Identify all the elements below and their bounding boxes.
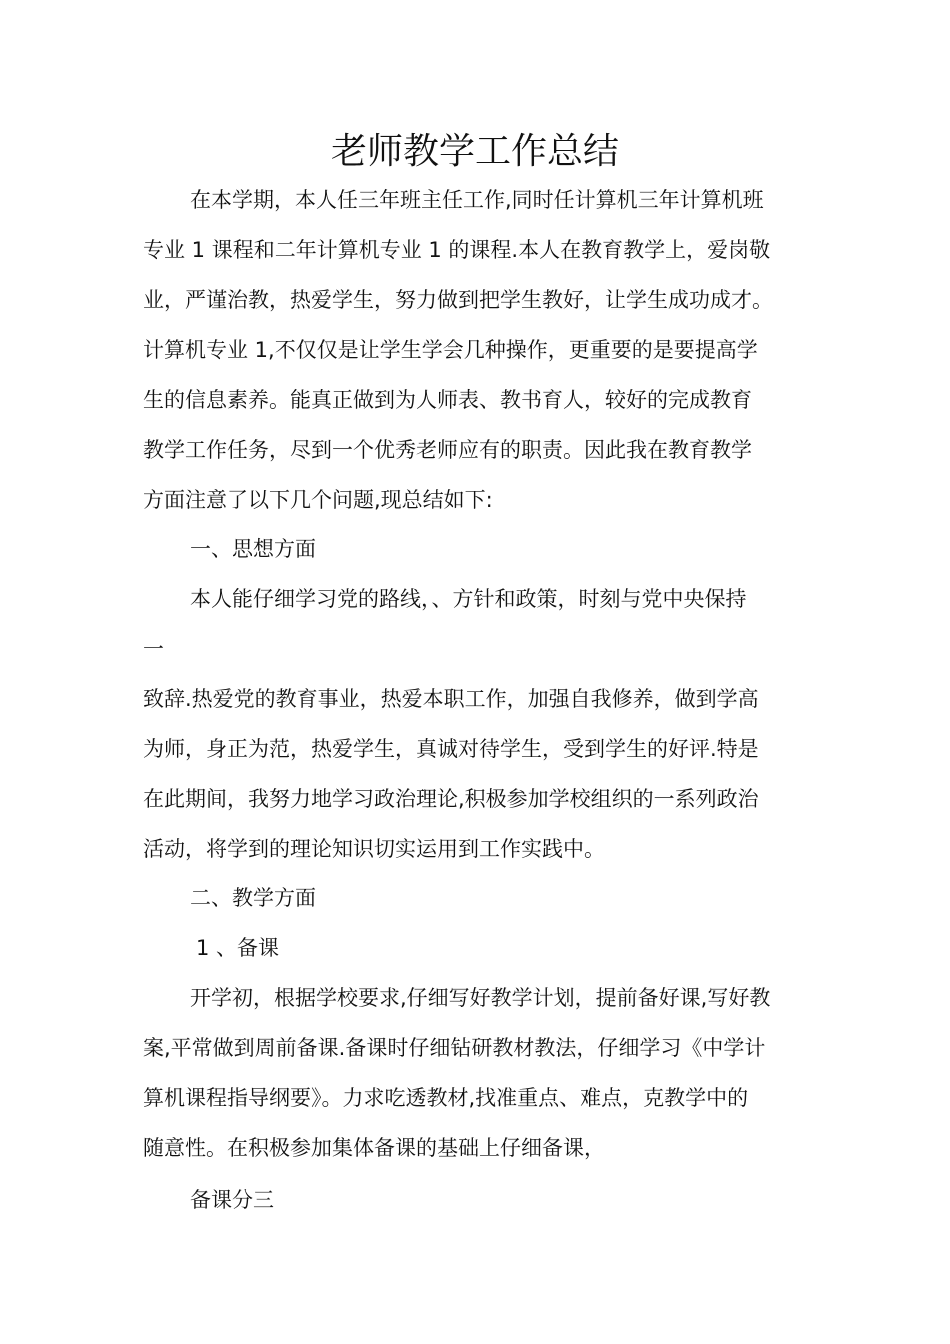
paragraph-line: 随意性。在积极参加集体备课的基础上仔细备课，: [143, 1136, 605, 1160]
paragraph-line: 一: [143, 637, 164, 661]
document-title: 老师教学工作总结: [330, 131, 619, 172]
paragraph-line: 开学初，根据学校要求,仔细写好教学计划，提前备好课,写好教: [190, 986, 771, 1010]
paragraph-line: 致辞.热爱党的教育事业，热爱本职工作，加强自我修养，做到学高: [143, 687, 759, 711]
paragraph-line: 教学工作任务，尽到一个优秀老师应有的职责。因此我在教育教学: [143, 438, 752, 462]
paragraph-line: 计算机专业 1,不仅仅是让学生学会几种操作，更重要的是要提高学: [143, 338, 758, 362]
paragraph-line: 在本学期，本人任三年班主任工作,同时任计算机三年计算机班: [190, 188, 764, 212]
paragraph-line: 生的信息素养。能真正做到为人师表、教书育人，较好的完成教育: [143, 388, 752, 412]
paragraph-line: 本人能仔细学习党的路线，、方针和政策，时刻与党中央保持: [190, 587, 747, 611]
paragraph-line: 案,平常做到周前备课.备课时仔细钻研教材教法，仔细学习《中学计: [143, 1036, 766, 1060]
paragraph-line: 专业 1 课程和二年计算机专业 1 的课程.本人在教育教学上，爱岗敬: [143, 238, 771, 262]
paragraph-line: 活动，将学到的理论知识切实运用到工作实践中。: [143, 837, 605, 861]
paragraph-line: 业，严谨治教，热爱学生，努力做到把学生教好，让学生成功成才。: [143, 288, 773, 312]
section-heading: 一、思想方面: [190, 537, 316, 561]
paragraph-line: 为师，身正为范，热爱学生，真诚对待学生，受到学生的好评.特是: [143, 737, 759, 761]
section-heading: 二、教学方面: [190, 886, 316, 910]
paragraph-line: 备课分三: [190, 1188, 274, 1212]
paragraph-line: 方面注意了以下几个问题,现总结如下:: [143, 488, 493, 512]
paragraph-line: 在此期间，我努力地学习政治理论,积极参加学校组织的一系列政治: [143, 787, 759, 811]
subsection-heading: 1 、备课: [196, 936, 280, 960]
paragraph-line: 算机课程指导纲要》。力求吃透教材,找准重点、难点，克教学中的: [143, 1086, 749, 1110]
